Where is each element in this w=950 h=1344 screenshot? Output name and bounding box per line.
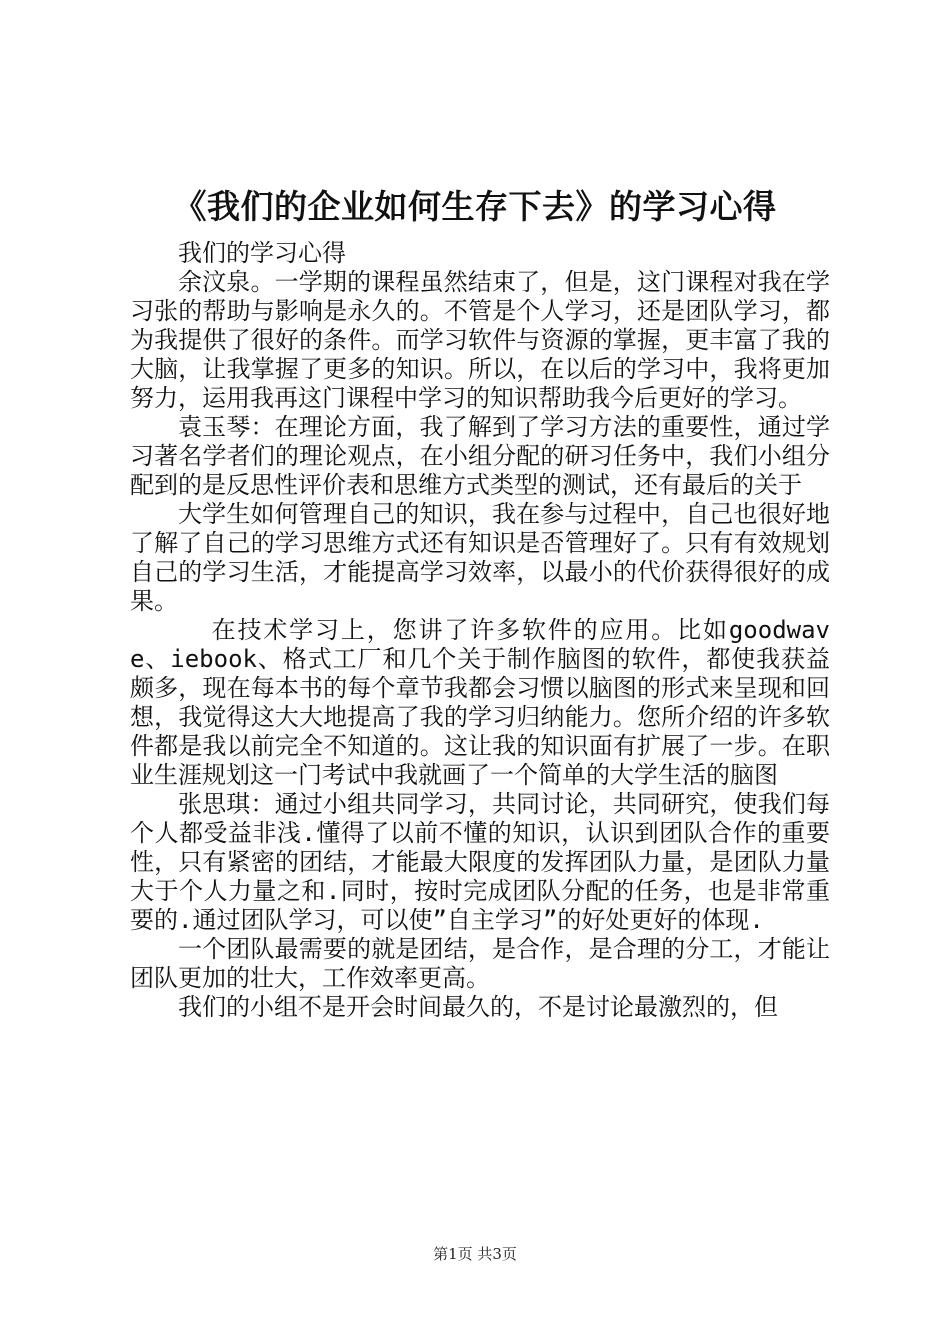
body-paragraph: 一个团队最需要的就是团结，是合作，是合理的分工，才能让团队更加的壮大，工作效率更高。 <box>130 935 830 992</box>
body-paragraph: 袁玉琴：在理论方面，我了解到了学习方法的重要性，通过学习著名学者们的理论观点，在小组分配的研习任务中，我们小组分配到的是反思性评价表和思维方式类型的测试，还有最后的关于 <box>130 413 830 499</box>
page-number-footer: 第1页 共3页 <box>433 1245 517 1263</box>
document-title: 《我们的企业如何生存下去》的学习心得 <box>173 187 777 226</box>
document-body <box>130 239 830 1022</box>
body-paragraph: 余汶泉。一学期的课程虽然结束了，但是，这门课程对我在学习张的帮助与影响是永久的。不管是个人学习，还是团队学习，都为我提供了很好的条件。而学习软件与资源的掌握，更丰富了我的大脑，让我掌握了更多的知识。所以，在以后的学习中，我将更加努力，运用我再这门课程中学习的知识帮助我今后更好的学习。 <box>130 268 830 412</box>
body-paragraph: 张思琪：通过小组共同学习，共同讨论，共同研究，使我们每个人都受益非浅.懂得了以前不懂的知识，认识到团队合作的重要性，只有紧密的团结，才能最大限度的发挥团队力量，是团队力量大于个人力量之和.同时，按时完成团队分配的任务，也是非常重要的.通过团队学习，可以使”自主学习”的好处更好的体现. <box>130 790 830 934</box>
body-paragraph: 我们的小组不是开会时间最久的，不是讨论最激烈的，但 <box>178 993 778 1021</box>
body-paragraph-subtitle: 我们的学习心得 <box>178 239 346 267</box>
body-paragraph: 在技术学习上，您讲了许多软件的应用。比如goodwave、iebook、格式工厂和几个关于制作脑图的软件，都使我获益颇多，现在每本书的每个章节我都会习惯以脑图的形式来呈现和回想，我觉得这大大地提高了我的学习归纳能力。您所介绍的许多软件都是我以前完全不知道的。这让我的知识面有扩展了一步。在职业生涯规划这一门考试中我就画了一个简单的大学生活的脑图 <box>130 616 830 789</box>
body-paragraph: 大学生如何管理自己的知识，我在参与过程中，自己也很好地了解了自己的学习思维方式还有知识是否管理好了。只有有效规划自己的学习生活，才能提高学习效率，以最小的代价获得很好的成果。 <box>130 500 830 615</box>
